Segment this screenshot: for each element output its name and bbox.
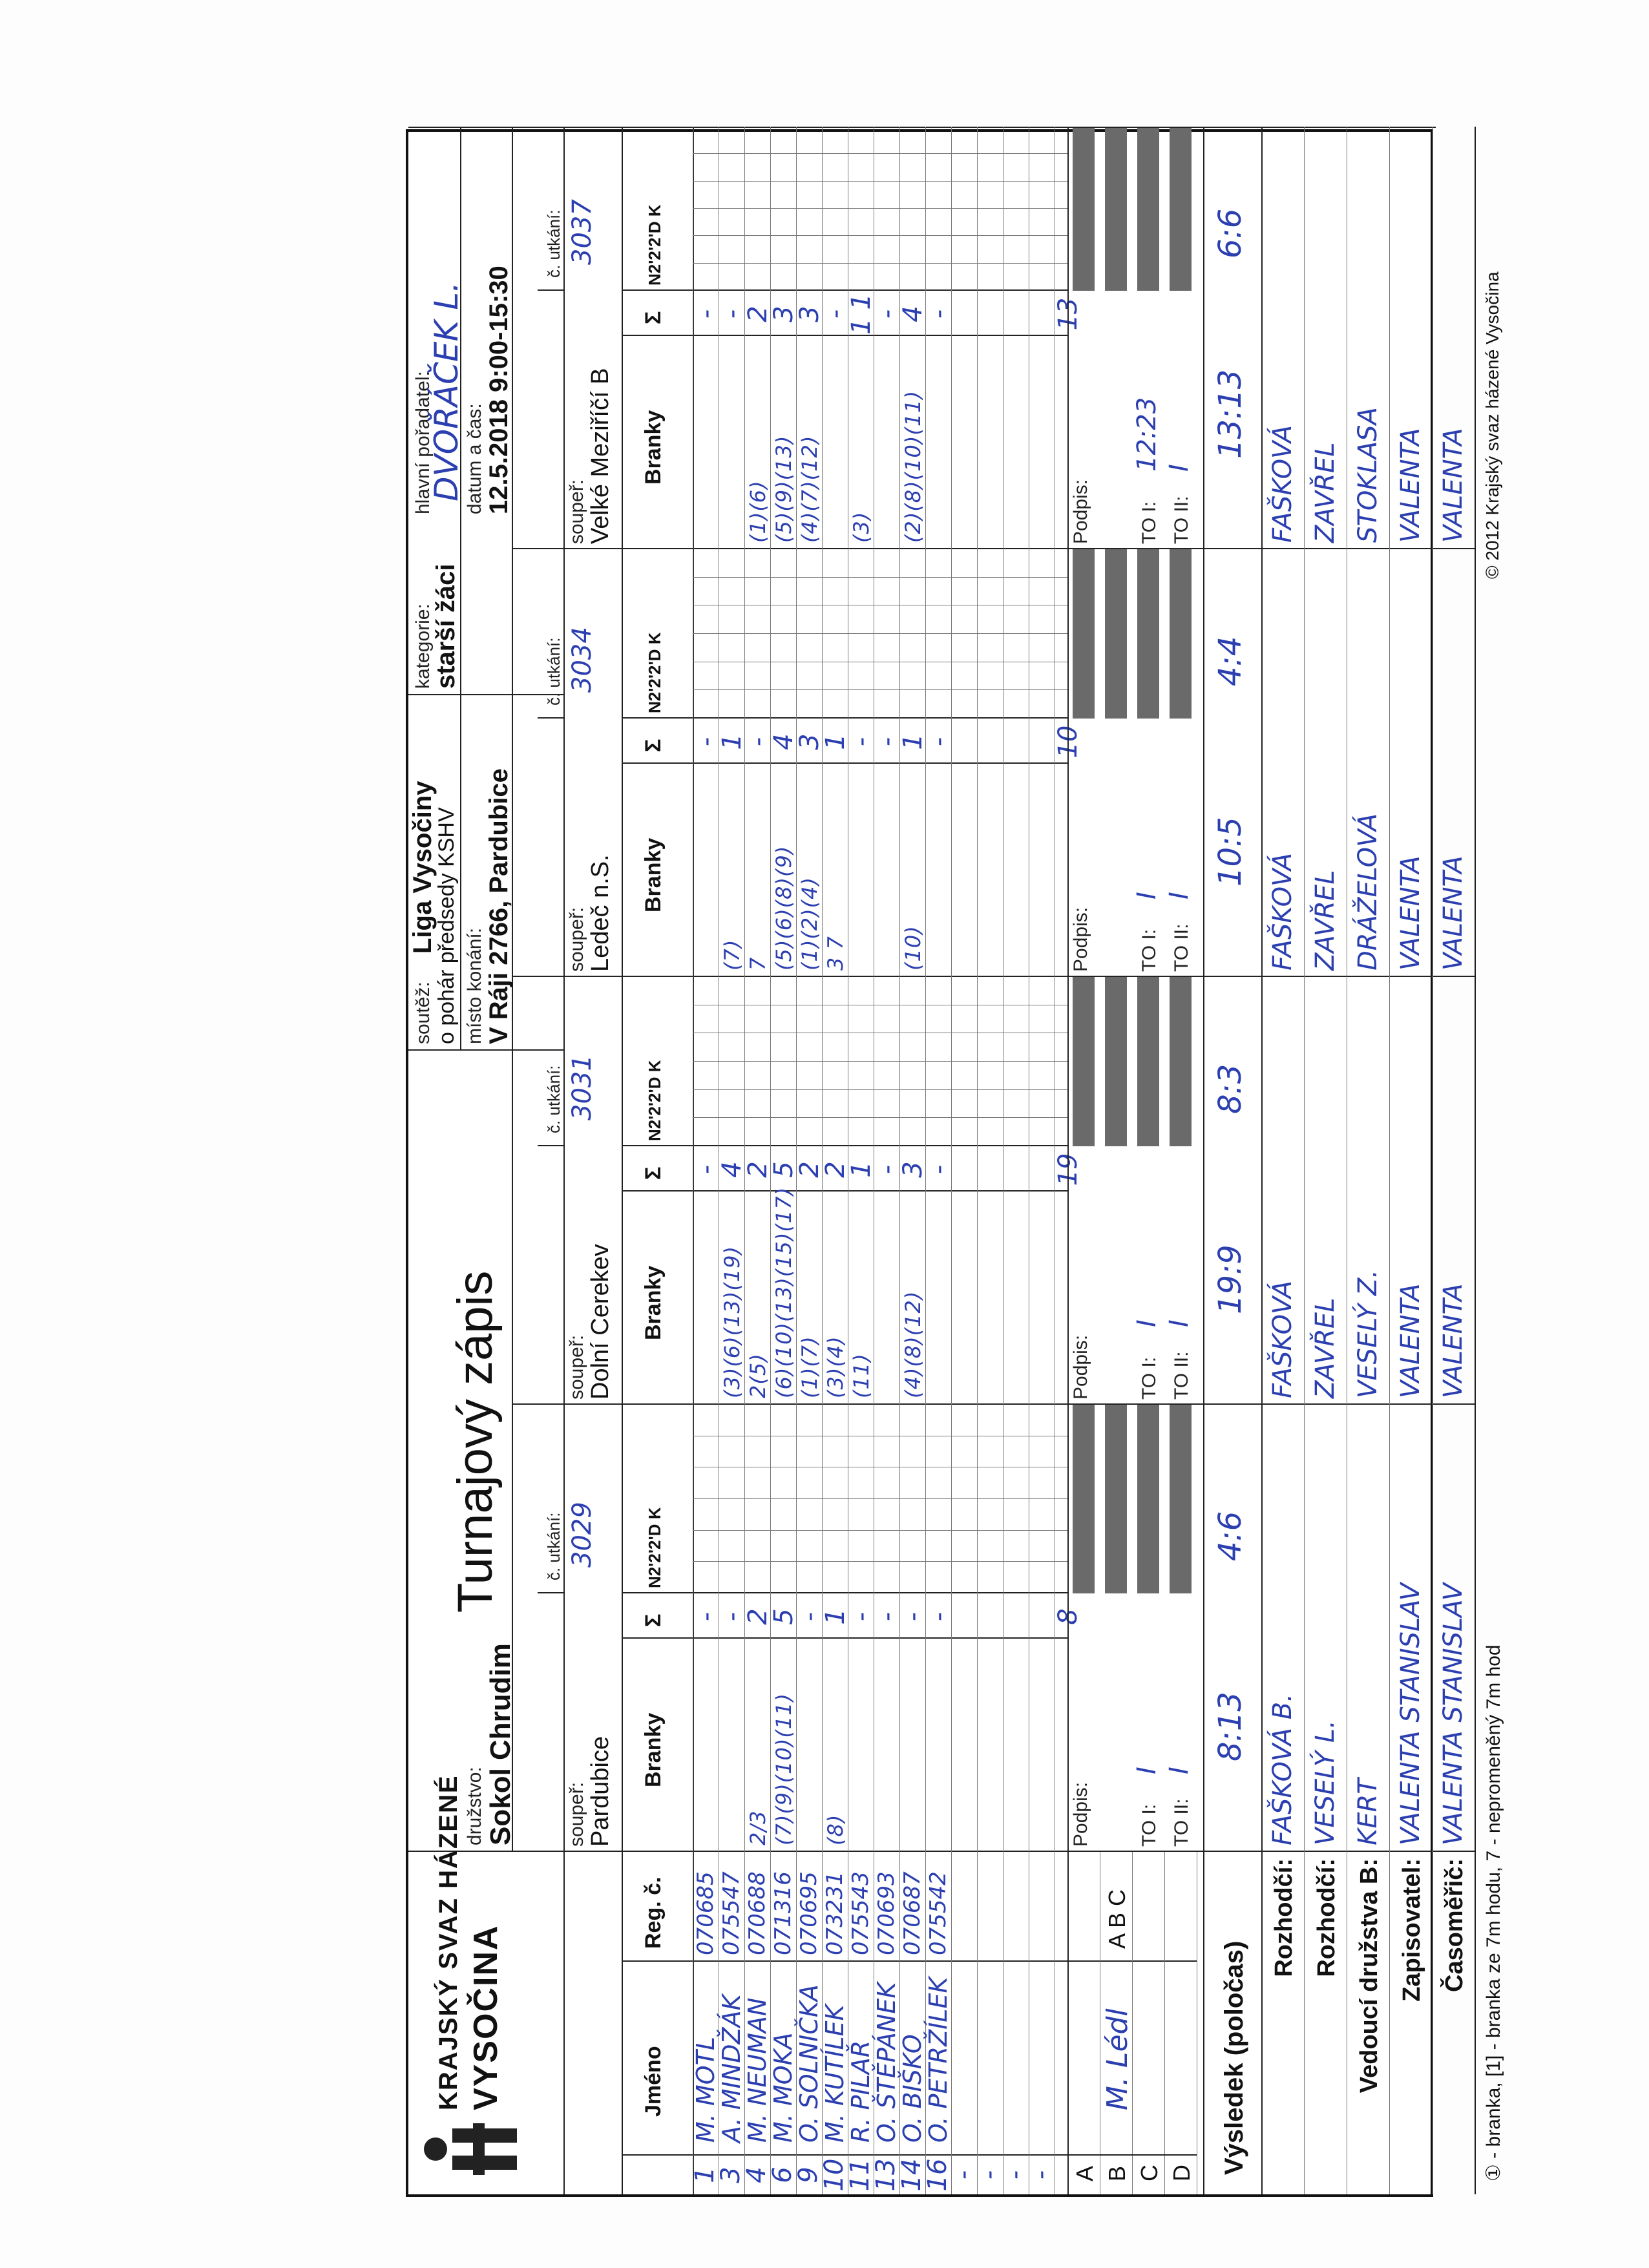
goal-entry: (7)(9)(10)(11) [772,1692,796,1845]
timeout-1-label: TO I: [1139,1356,1160,1400]
goal-sum: - [795,1612,824,1622]
timeout-2-value: I [1164,464,1194,472]
grid-line [622,1592,1067,1593]
signature-entry: FAŠKOVÁ [1268,852,1297,971]
officials-gray-bar [1137,549,1159,719]
player-name: M. NEUMAN [743,1997,772,2143]
grid-line [693,153,1067,154]
grid-line [951,127,952,2194]
officials-gray-bar [1073,1405,1095,1593]
signature-entry: VALENTA [1396,428,1425,543]
signature-entry: VESELÝ L. [1310,1720,1340,1845]
signature-entry: FAŠKOVÁ [1268,1280,1297,1398]
halftime-score: 19:9 [1212,1244,1248,1314]
team-label: družstvo: [464,1767,485,1845]
goal-entry: (4)(7)(12) [797,435,822,543]
logo-icon [421,2117,525,2181]
timeout-2-value: I [1164,1319,1194,1327]
competition-subtitle: o pohár předsedy KSHV [434,807,459,1044]
grid-line [693,689,1067,690]
goal-sum: - [846,737,876,747]
player-name: R. PILAŘ [846,2040,875,2143]
timeout-2-label: TO II: [1171,1351,1192,1400]
officials-gray-bar [1137,1405,1159,1593]
player-name: M. MOKA [769,2032,797,2143]
signature-entry: DRÁŽELOVÁ [1353,813,1383,971]
player-number: 13 [871,2158,901,2192]
grid-line [1304,127,1305,2194]
player-name: M. MOTL [691,2036,720,2143]
final-score: 4:6 [1212,1511,1248,1561]
goal-sum: 19 [1053,1153,1083,1186]
grid-line [1389,127,1390,2194]
official-name: M. Lédl [1101,2008,1134,2110]
signature-row-label: Rozhodčí: [1270,1858,1297,1977]
player-name: O. SOLNIČKA [795,1984,823,2143]
goal-sum: 3 [769,306,799,322]
penalty-column-header: N2'2'2'D K [645,1507,664,1588]
official-row-label: D [1168,2165,1195,2181]
grid-line [622,1145,1067,1146]
grid-line [1067,2154,1197,2156]
match-number: 3029 [567,1502,597,1568]
grid-line [977,127,978,2194]
signature-entry: VESELÝ Z. [1353,1269,1383,1398]
player-number: 3 [716,2167,746,2183]
signature-entry: ZAVŘEL [1310,870,1340,971]
category-label: kategorie: [412,604,434,689]
sum-column-header: Σ [641,311,666,324]
goal-sum: - [743,737,773,747]
grid-line [693,1561,1067,1562]
goal-sum: 4 [717,1161,747,1178]
legend-footnote: ① - branka, [1] - branka ze 7m hodu, 7 - nepromeněný 7m hod [1483,1644,1504,2181]
goal-entry: (5)(6)(8)(9) [772,845,796,971]
sum-column-header: Σ [641,1166,666,1180]
goal-entry: 2/3 [746,1810,770,1845]
grid-line [693,263,1067,264]
goal-entry: 2(5) [746,1353,770,1398]
player-number: 14 [897,2158,927,2192]
opponent-label: soupeř: [566,907,587,972]
signature-label: Podpis: [1070,1334,1091,1400]
officials-gray-bar [1137,977,1159,1146]
score-sheet-form [406,129,1504,2197]
timeout-1-value: 12:23 [1132,397,1162,472]
goal-sum: 2 [795,1161,824,1178]
penalty-column-header: N2'2'2'D K [645,1060,664,1141]
grid-line [693,1117,1067,1118]
grid-line [622,1960,1197,1962]
player-number: 4 [742,2167,772,2183]
goal-sum: 1 [821,733,850,750]
sum-column-header: Σ [641,739,666,752]
halftime-score: 10:5 [1212,817,1248,887]
goal-sum: - [872,1164,902,1175]
grid-line [1261,127,1263,2194]
officials-gray-bar [1105,977,1127,1146]
player-name: M. KUTÍLEK [821,2004,849,2143]
signature-entry: VALENTA [1438,428,1468,543]
grid-line [693,181,1067,182]
final-score: 6:6 [1212,208,1248,258]
timeout-2-value: I [1164,892,1194,899]
officials-gray-bar [1170,977,1192,1146]
match-number-label: č. utkání: [544,1512,563,1580]
goal-sum: 2 [743,306,773,322]
goal-sum: 1 [821,1608,850,1625]
signature-entry: ZAVŘEL [1310,442,1340,543]
grid-line [512,548,1475,549]
grid-line [1475,127,1476,2194]
venue-label: místo konání: [464,927,485,1044]
officials-gray-bar [1170,549,1192,719]
competition-value: Liga Vysočiny [408,781,437,954]
sum-column-header: Σ [641,1613,666,1627]
player-number: 16 [923,2158,952,2192]
player-number: - [1026,2170,1056,2180]
player-number: 9 [793,2167,823,2183]
goal-sum: 4 [769,733,799,750]
signature-entry: KERT [1353,1778,1383,1845]
goal-sum: 8 [1053,1608,1083,1625]
timeout-2-value: I [1164,1767,1194,1774]
team-value: Sokol Chrudim [485,1643,516,1845]
player-reg-number: 075547 [719,1871,744,1955]
grid-line [693,577,1067,578]
goal-entry: (1)(7) [797,1336,822,1398]
goal-sum: - [872,1612,902,1622]
officials-gray-bar [1073,549,1095,719]
goal-entry: (1)(2)(4) [797,877,822,971]
grid-line [538,717,563,719]
player-name: A. MINDŽÁK [717,1994,746,2143]
goal-entry: (5)(9)(13) [772,435,796,543]
grid-line [512,1403,1475,1405]
signature-label: Podpis: [1070,1781,1091,1847]
signature-entry: FAŠKOVÁ B. [1268,1694,1297,1845]
goal-sum: 5 [769,1608,799,1625]
signature-row-label: Zapisovatel: [1398,1858,1425,2002]
timeout-1-value: I [1132,892,1162,899]
grid-line [622,762,1067,764]
signature-entry: VALENTA [1438,1283,1468,1398]
officials-gray-bar [1170,1405,1192,1593]
opponent-name: Ledeč n.S. [587,854,614,972]
goal-entry: (11) [849,1353,874,1398]
opponent-label: soupeř: [566,1781,587,1847]
goal-entry: (6)(10)(13)(15)(17) [772,1186,796,1398]
timeout-2-label: TO II: [1171,923,1192,972]
penalty-column-header: N2'2'2'D K [645,632,664,713]
grid-line [1432,127,1433,2194]
goal-entry: (3)(4) [823,1336,848,1398]
officials-gray-bar [1137,127,1159,291]
abc-selector: A B C [1104,1889,1130,1949]
match-number-label: č. utkání: [544,637,563,706]
goals-column-header: Branky [641,1265,666,1340]
official-row-label: B [1104,2165,1130,2181]
officials-gray-bar [1105,549,1127,719]
goal-sum: 3 [898,1161,928,1178]
officials-gray-bar [1170,127,1192,291]
officials-gray-bar [1073,127,1095,291]
signature-label: Podpis: [1070,479,1091,544]
goal-entry: 3 7 [823,936,848,971]
player-reg-number: 075543 [848,1871,874,1955]
goal-sum: - [691,737,721,747]
grid-line [693,633,1067,634]
goal-sum: - [924,309,954,319]
goal-sum: - [691,1164,721,1175]
datetime-label: datum a čas: [464,403,485,514]
signature-entry: STOKLASA [1353,407,1383,543]
opponent-name: Velké Meziříčí B [587,368,614,544]
goal-sum: - [691,1612,721,1622]
signature-entry: VALENTA [1396,1283,1425,1398]
grid-line [408,694,563,695]
goal-sum: 3 [795,733,824,750]
grid-line [693,208,1067,209]
logo-text-line2: VYSOČINA [467,1924,505,2110]
signature-entry: VALENTA [1438,856,1468,971]
grid-line [622,289,1067,291]
officials-gray-bar [1105,127,1127,291]
grid-line [512,976,1475,977]
player-number: 11 [845,2158,875,2192]
goal-sum: 5 [769,1161,799,1178]
goal-sum: - [924,1612,954,1622]
grid-line [563,977,565,1405]
grid-line [622,127,623,2194]
goal-sum: 2 [743,1608,773,1625]
opponent-name: Dolní Cerekev [587,1244,614,1400]
grid-line [563,549,565,977]
reg-column-header: Reg. č. [641,1876,666,1949]
grid-line [1203,127,1204,2194]
timeout-1-value: I [1132,1767,1162,1774]
grid-line [1067,127,1069,2194]
player-number: - [974,2170,1004,2180]
organizer-label: hlavní pořadatel: [412,371,434,514]
match-number-label: č. utkání: [544,209,563,278]
player-reg-number: 071316 [770,1871,796,1955]
signature-row-label: Rozhodčí: [1313,1858,1340,1977]
signature-entry: FAŠKOVÁ [1268,425,1297,543]
penalty-column-header: N2'2'2'D K [645,204,664,286]
goal-entry: (3)(6)(13)(19) [720,1245,744,1398]
official-row-label: A [1071,2165,1098,2181]
goal-sum: 13 [1053,297,1083,331]
grid-line [693,1061,1067,1062]
signature-row-label: Vedoucí družstva B: [1356,1858,1383,2094]
result-label: Výsledek (poločas) [1220,1940,1248,2175]
goal-entry: (4)(8)(12) [901,1290,925,1398]
player-number: - [949,2170,978,2180]
datetime-value: 12.5.2018 9:00-15:30 [485,266,513,514]
match-number: 3037 [567,199,597,265]
match-number-label: č. utkání: [544,1065,563,1133]
goal-entry: (1)(6) [746,480,770,543]
grid-line [693,1089,1067,1090]
timeout-2-label: TO II: [1171,496,1192,544]
grid-line [622,717,1067,719]
grid-line [563,127,565,549]
match-number: 3034 [567,627,597,693]
organizer-value: DVOŘÁČEK L. [428,282,465,501]
grid-line [693,1498,1067,1499]
goal-sum: - [898,1612,928,1622]
timeout-2-label: TO II: [1171,1798,1192,1847]
halftime-score: 13:13 [1212,369,1248,459]
signature-entry: VALENTA STANISLAV [1438,1583,1468,1845]
timeout-1-label: TO I: [1139,1803,1160,1847]
player-reg-number: 075542 [925,1871,951,1955]
grid-line [693,235,1067,236]
signature-row-label: Časoměřič: [1441,1858,1468,1992]
goal-entry: (8) [823,1814,848,1845]
player-reg-number: 070693 [874,1871,899,1955]
opponent-label: soupeř: [566,1334,587,1400]
goal-sum: - [924,737,954,747]
goal-sum: - [691,309,721,319]
player-number: - [1000,2170,1030,2180]
signature-label: Podpis: [1070,907,1091,972]
copyright-notice: © 2012 Krajský svaz házené Vysočina [1482,271,1502,579]
grid-line [622,1190,1067,1192]
signature-entry: VALENTA [1396,856,1425,971]
goal-sum: 4 [898,306,928,322]
grid-line [538,1145,563,1146]
grid-line [408,1049,563,1051]
player-reg-number: 070687 [899,1871,925,1955]
signature-entry: VALENTA STANISLAV [1396,1583,1425,1845]
player-name: O. ŠTĚPÁNEK [872,1982,901,2143]
goal-sum: 1 [898,733,928,750]
goal-sum: - [717,309,747,319]
timeout-1-label: TO I: [1139,929,1160,972]
goal-sum: - [821,309,850,319]
goals-column-header: Branky [641,1712,666,1787]
grid-line [512,1851,1475,1852]
goal-sum: 10 [1053,725,1083,759]
grid-line [563,1405,565,1852]
goal-sum: - [846,1612,876,1622]
goal-entry: (10) [901,925,925,971]
grid-line [1164,1852,1165,2194]
goal-sum: 1 [846,1161,876,1178]
player-reg-number: 070688 [744,1871,770,1955]
timeout-1-label: TO I: [1139,501,1160,544]
goal-sum: 1 1 [846,293,876,335]
officials-gray-bar [1073,977,1095,1146]
goal-sum: 1 [717,733,747,750]
grid-line [538,289,563,291]
category-value: starší žáci [432,563,460,689]
goal-sum: - [924,1164,954,1175]
signature-entry: ZAVŘEL [1310,1297,1340,1398]
final-score: 4:4 [1212,636,1248,686]
opponent-label: soupeř: [566,479,587,544]
grid-line [408,127,1436,128]
competition-label: soutěž: [412,982,434,1044]
goal-sum: 3 [795,306,824,322]
goal-entry: (3) [849,511,874,543]
grid-line [622,1637,1067,1639]
goals-column-header: Branky [641,410,666,485]
player-reg-number: 070685 [693,1871,719,1955]
grid-line [622,335,1067,336]
player-name: O. BIŠKO [898,2034,927,2143]
player-number: 1 [690,2167,720,2183]
goal-sum: - [717,1612,747,1622]
official-row-label: C [1136,2165,1162,2181]
halftime-score: 8:13 [1212,1692,1248,1761]
goal-entry: (2)(8)(10)(11) [901,390,925,543]
logo-text-line1: KRAJSKÝ SVAZ HÁZENÉ [434,1774,463,2110]
officials-gray-bar [1105,1405,1127,1593]
name-column-header: Jméno [641,2046,666,2117]
grid-line [693,1530,1067,1531]
final-score: 8:3 [1212,1064,1248,1114]
goal-sum: 2 [743,1161,773,1178]
goal-entry: (7) [720,939,744,971]
grid-line [512,1051,513,1852]
match-number: 3031 [567,1055,597,1120]
goal-sum: 2 [821,1161,850,1178]
goal-entry: 7 [746,956,770,971]
timeout-1-value: I [1132,1319,1162,1327]
venue-value: V Ráji 2766, Pardubice [485,768,513,1044]
goals-column-header: Branky [641,837,666,912]
goal-sum: - [872,309,902,319]
player-name: O. PETRŽÍLEK [924,1977,952,2143]
player-number: 6 [768,2167,797,2183]
grid-line [538,1592,563,1593]
player-number: 10 [819,2158,849,2192]
player-reg-number: 073231 [822,1871,848,1955]
goal-sum: - [872,737,902,747]
opponent-name: Pardubice [587,1736,614,1847]
player-reg-number: 070695 [796,1871,822,1955]
page-title: Turnajový zápis [448,1270,503,1613]
